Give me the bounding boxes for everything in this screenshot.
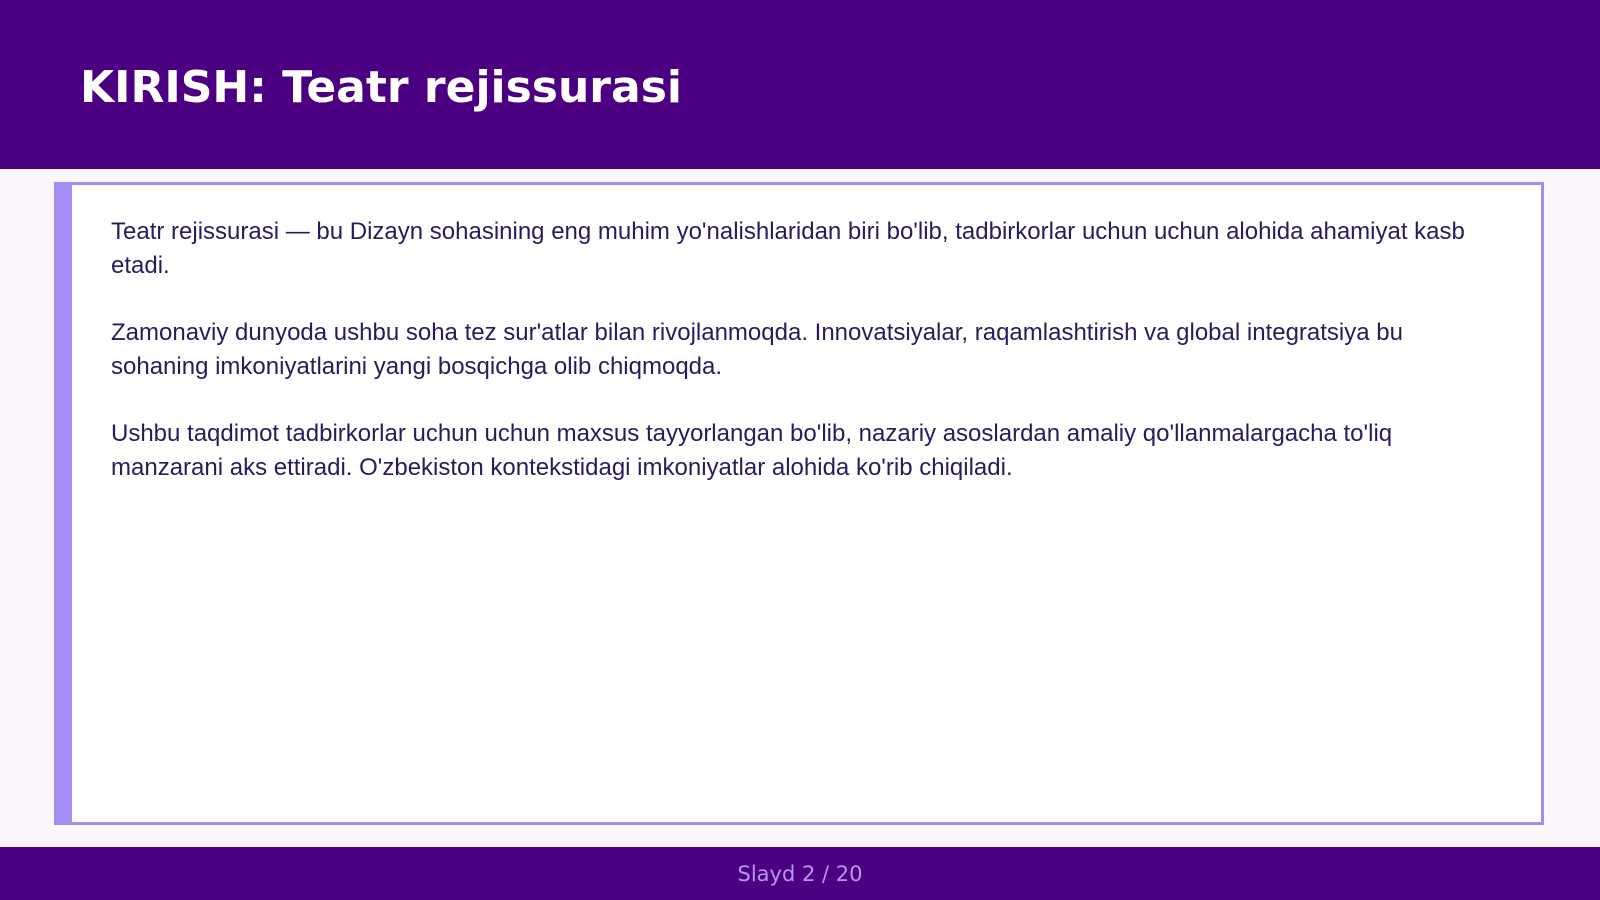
slide-number: Slayd 2 / 20 (737, 862, 863, 886)
content-box (54, 182, 1544, 825)
slide-title: KIRISH: Teatr rejissurasi (80, 62, 682, 113)
slide-footer (0, 847, 1600, 900)
paragraph-2: Zamonaviy dunyoda ushbu soha tez sur'atlar bilan rivojlanmoqda. Innovatsiyalar, raqamlashtirish va global integratsiya bu sohaning imkoniyatlarini yangi bosqichga olib chiqmoqda. (111, 319, 1403, 380)
slide-header (0, 0, 1600, 169)
paragraph-3: Ushbu taqdimot tadbirkorlar uchun uchun maxsus tayyorlangan bo'lib, nazariy asoslardan amaliy qo'llanmalargacha to'liq manzarani aks ettiradi. O'zbekiston kontekstidagi imkoniyatlar alohida ko'rib chiqiladi. (111, 420, 1393, 481)
body-text (111, 215, 1496, 518)
paragraph-1: Teatr rejissurasi — bu Dizayn sohasining eng muhim yo'nalishlaridan biri bo'lib, tadbirkorlar uchun uchun alohida ahamiyat kasb etadi. (111, 218, 1465, 279)
